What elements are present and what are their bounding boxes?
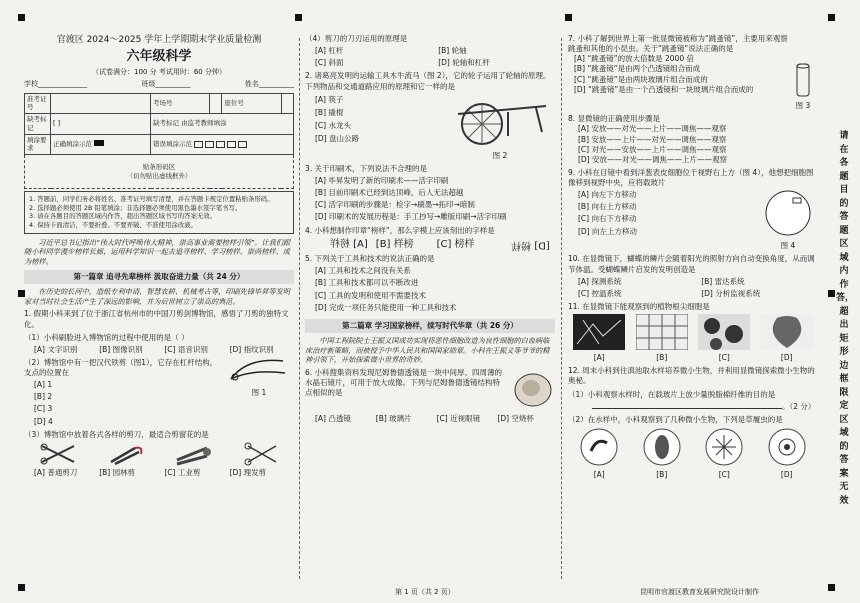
option[interactable]: [C] 工具的发明和使用不需要技术 <box>315 290 426 300</box>
question-1-1: （1）小科刷脸进入博物馆的过程中使用的是（ ） <box>24 332 189 342</box>
option[interactable]: [A] 1 <box>34 380 53 390</box>
option[interactable]: [D] 安放——对光——调焦——上片——观察 <box>578 154 728 164</box>
figure-2: 图 2 <box>445 92 555 161</box>
option[interactable]: [D] 印刷术的发展历程是：手工抄写→雕版印刷→活字印刷 <box>315 212 507 222</box>
question-4: 4. 小科想制作印章“榜样”，那么字模上应该刻出的字样是 <box>305 225 495 235</box>
option[interactable]: [A] 筷子 <box>315 94 344 104</box>
registration-mark <box>565 14 572 21</box>
question-1: 1. 假期小科来到了位于浙江省杭州市的中国刀剪剑博物馆，感悟了刀剪的独特文化。 <box>24 309 289 329</box>
option[interactable]: [C] 水龙头 <box>315 120 351 130</box>
figure-3: 图 3 <box>788 34 818 111</box>
option[interactable]: [C] 向右下方移动 <box>578 214 637 224</box>
option[interactable]: [A] 毕昇发明了新的印刷术——活字印刷 <box>315 176 449 185</box>
option[interactable]: [C] 斜面 <box>315 58 344 68</box>
option[interactable]: [A] 文字识别 <box>34 344 78 354</box>
option[interactable]: [A] 探测系统 <box>578 276 622 286</box>
answer-line[interactable] <box>592 400 782 409</box>
exam-no-label: 准考证号 <box>25 93 51 114</box>
question-1-2: （2）博物馆中有一把汉代铁剪（图1），它存在杠杆结构，支点的位置在 <box>24 357 218 378</box>
cell-image-a-icon <box>573 314 625 350</box>
option[interactable]: [D] 盘山公路 <box>315 134 360 143</box>
registration-mark <box>828 584 835 591</box>
microbe-b-icon <box>642 427 682 467</box>
microbe-a-icon <box>579 427 619 467</box>
seat-field[interactable] <box>281 93 293 114</box>
option[interactable]: [C] 控温系统 <box>578 288 622 298</box>
school-label: 学校 <box>24 80 38 89</box>
option[interactable]: [D] 空烧杯 <box>497 414 534 424</box>
crystal-lens-icon <box>511 368 555 412</box>
option[interactable]: [B] 2 <box>34 392 53 402</box>
option[interactable]: [A] 普通剪刀 <box>34 467 78 477</box>
question-1-4: （4）剪刀的刀刃运用的原理是 <box>305 34 408 43</box>
exam-no-field[interactable] <box>51 93 151 114</box>
option[interactable]: [A] 杠杆 <box>315 46 344 56</box>
option[interactable]: [B] 样榜 <box>375 238 414 250</box>
option[interactable]: [C] 活字印刷的步骤是：检字→刷墨→拓印→暗制 <box>315 200 475 210</box>
part2-intro: 中国工程院院士王振义国成功实现将恶性细胞改造为良性细胞的白血病临床治疗新策略，而被授予中华人民共和国国家勋章。小科在王振义等爷爷的精神引领下，开始探索微小世界的奇妙。 <box>305 335 550 365</box>
intro-paragraph: 习近平总书记指出“伟大时代呼唤伟大精神，崇高事业需要榜样引领”。让我们跟随小科同学漫步榜样长廊，运用科学知识一起去追寻榜样、学习榜样、崇尚榜样、成为榜样。 <box>24 237 291 267</box>
question-2: 2. 诸葛亮发明的运输工具木牛流马（图 2），它的轮子运用了轮轴的原理。下列物品和交通道路应用的原理和它一样的是 <box>305 71 551 91</box>
industrial-shears-icon <box>173 442 213 466</box>
microbe-d-icon <box>767 427 807 467</box>
column-left <box>24 34 294 581</box>
option[interactable]: [B] 安放——上片——对光——调焦——观察 <box>578 134 727 144</box>
option[interactable]: [B] 园林剪 <box>99 467 136 477</box>
option[interactable]: [A] “跳蚤镜”的放大倍数是 2000 倍 <box>574 54 694 64</box>
exam-room-label: 考场号 <box>151 93 210 114</box>
name-label: 姓名 <box>245 80 259 89</box>
option[interactable]: [C] 榜样 <box>436 238 475 250</box>
garden-shears-icon <box>105 442 145 466</box>
option[interactable]: [B] 雷达系统 <box>701 276 745 286</box>
cell-image-b-icon <box>636 314 688 350</box>
notice-item: 2. 选择题必须使用 2B 铅笔填涂；非选择题必须使用黑色墨水签字笔书写。 <box>29 203 242 212</box>
option[interactable]: [D] 完成一项任务只能使用一种工具和技术 <box>315 302 457 312</box>
exam-meta: （试卷满分：100 分 考试用时：60 分钟） <box>92 67 226 76</box>
part2-title: 第二篇章 学习国家榜样，续写时代华章（共 26 分） <box>305 319 555 333</box>
option[interactable]: [A] 向左下方移动 <box>578 190 637 200</box>
cell-image-c-icon <box>698 314 750 350</box>
option[interactable]: [C] 语音识别 <box>164 344 208 354</box>
option[interactable]: [D] 理发剪 <box>229 467 267 477</box>
iron-scissors-icon <box>227 355 291 385</box>
registration-mark <box>295 14 302 21</box>
option[interactable]: [C] 对光——安放——上片——调焦——观察 <box>578 144 727 154</box>
absent-label: 缺考标记 <box>25 114 51 135</box>
option[interactable]: [C] 3 <box>34 404 53 414</box>
figure-4: 图 4 <box>758 188 818 251</box>
registration-mark <box>828 14 835 21</box>
question-6: 6. 小科搜集资料发现尼姆鲁德透镜是一块中间厚、四周薄的水晶石镜片，可用于放大成像。下列与尼姆鲁德透镜结构特点相似的是 <box>305 368 503 398</box>
option[interactable]: [B] 工具和技术都可以不断改进 <box>315 278 419 288</box>
info-table <box>24 93 294 190</box>
page-number: 第 1 页（共 2 页） <box>395 587 455 596</box>
class-label: 班级 <box>141 80 156 89</box>
question-3: 3. 关于印刷术，下列说法不合理的是 <box>305 163 428 173</box>
seat-label: 座位号 <box>222 93 281 114</box>
question-12: 12. 周末小科到住滇池取水样培养微小生物，并利用显微镜探索微小生物的奥秘。 <box>568 366 815 386</box>
option[interactable]: [D] “跳蚤镜”是由一个凸透镜和一块玻璃片组合而成的 <box>574 84 754 94</box>
option[interactable]: [A] 安放——对光——上片——调焦——观察 <box>578 124 727 134</box>
question-5: 5. 下列关于工具和技术的说法正确的是 <box>305 254 435 264</box>
fill-label: 填涂要求 <box>25 134 51 155</box>
notice-box <box>24 191 294 234</box>
hair-scissors-icon <box>240 442 280 466</box>
sidebar-notice: 请在各题目的答题区域内作答，超出矩形边框限定区域的答案无效 <box>836 131 855 506</box>
absent-box[interactable]: [ ] <box>51 114 151 135</box>
subject-title: 六年级科学 <box>126 49 192 65</box>
question-12-2: （2）在水样中，小科观察到了几种微小生物，下列是草履虫的是 <box>568 414 783 424</box>
flea-glass-icon <box>794 62 812 98</box>
option[interactable]: [B] 向右上方移动 <box>578 202 637 212</box>
question-9: 9. 小科在目镜中看到洋葱表皮细胞位于视野右上方（图 4），他想把细胞图像移到视野中央，应将载玻片 <box>568 167 814 187</box>
option[interactable]: [A] 凸透镜 <box>315 414 351 424</box>
absent-note: 缺考标记 由监考教师填涂 <box>151 114 294 135</box>
scissors-icon <box>38 442 78 466</box>
option[interactable]: [B] 轮轴 <box>438 46 467 56</box>
part1-intro: 在历史的长河中，造纸专利申请、智慧农耕、机械考古等，印刷先锋毕昇等发明家对当时社会生活产生了深远的影响，并为后世树立了崇高的典范。 <box>24 287 290 306</box>
part1-title: 第一篇章 追寻先辈榜样 汲取奋进力量（共 24 分） <box>24 270 294 284</box>
option[interactable]: [C] 工业剪 <box>164 467 201 477</box>
registration-mark <box>18 14 25 21</box>
registration-mark <box>18 584 25 591</box>
option[interactable]: [C] “跳蚤镜”是由两块玻璃片组合而成的 <box>574 74 708 84</box>
footer-credit: 昆明市官渡区教育发展研究院设计制作 <box>640 587 759 596</box>
option[interactable]: [B] 撬棍 <box>315 107 344 117</box>
question-10: 10. 在显微镜下，蝴蝶的鳞片会随着阳光的照射方向自动变换角度，从而调节体温。受蝴蝶鳞片启发的发明创造是 <box>568 254 815 274</box>
option[interactable]: [C] 近视眼镜 <box>436 414 481 424</box>
option[interactable]: [D] 轮轴和杠杆 <box>438 58 490 68</box>
question-1-3: （3）博物馆中放着各式各样的剪刀，最适合剪窗花的是 <box>24 429 209 439</box>
option[interactable]: [B] 图像识别 <box>99 344 143 354</box>
registration-mark <box>828 290 835 297</box>
notice-item: 3. 请在各题目的答题区域内作答，超出答题区域书写的答案无效。 <box>29 212 217 221</box>
figure-1: 图 1 <box>224 355 294 427</box>
option[interactable]: [D] 榜样 <box>511 239 551 251</box>
option[interactable]: [D] 4 <box>34 416 53 426</box>
question-7: 7. 小科了解到世界上第一批显微镜被称为“跳蚤镜”，主要用来观察跳蚤和其他的小昆虫。关于“跳蚤镜”说法正确的是 <box>568 34 788 54</box>
column-middle <box>305 34 555 581</box>
microscope-field-icon <box>763 188 813 238</box>
option[interactable]: [B] 玻璃片 <box>375 414 412 424</box>
exam-title: 官渡区 2024～2025 学年上学期期末学业质量检测 <box>56 35 262 45</box>
exam-room-field[interactable] <box>210 93 222 114</box>
wrong-fill-label: 错误填涂示范 <box>151 134 294 155</box>
option[interactable]: [A] 工具和技术之间没有关系 <box>315 266 411 276</box>
student-info-row: 学校______________ 班级__________ 姓名__________ <box>24 80 294 89</box>
wooden-cart-icon <box>448 92 552 148</box>
option[interactable]: [B] “跳蚤镜”是由两个凸透镜组合而成 <box>574 64 701 74</box>
notice-item: 4. 保持卡面清洁，不要折叠、不要弄破、不准使用涂改液。 <box>29 221 197 230</box>
question-11: 11. 在显微镜下能观察到的植物根尖细胞是 <box>568 301 710 311</box>
option[interactable]: [A] 榜样 <box>329 238 368 250</box>
option[interactable]: [B] 目前印刷术已经到达顶峰，后人无法超越 <box>315 188 464 198</box>
barcode-area[interactable]: 贴条形码区 （切勿贴出虚线框外） <box>25 155 294 189</box>
question-8: 8. 显微镜的正确使用步骤是 <box>568 114 661 124</box>
score-note: 。（2 分） <box>782 401 816 411</box>
notice-item: 1. 答题前，同学们务必将姓名、准考证号填写清楚，并在答题卡规定位置粘贴条形码。 <box>29 195 274 204</box>
correct-fill-label: 正确填涂示范 <box>51 134 151 155</box>
option[interactable]: [D] 指纹识别 <box>229 344 274 354</box>
option[interactable]: [D] 向左上方移动 <box>578 226 638 236</box>
question-12-1: （1）小科观察水样时，在载玻片上放少量脱脂棉纤维的目的是 <box>568 389 776 399</box>
cell-image-d-icon <box>761 314 813 350</box>
option[interactable]: [D] 分析监视系统 <box>701 288 761 298</box>
microbe-c-icon <box>704 427 744 467</box>
column-right: 7. 小科了解到世界上第一批显微镜被称为“跳蚤镜”，主要用来观察跳蚤和其他的小昆虫。关于“跳蚤镜”说法正确的是 [A] “跳蚤镜”的放大倍数是 2000 倍 [B] “跳蚤镜”是由两个凸透镜组合而成 [C] “跳蚤镜”是由两块玻璃片组合而成的 [D] “跳蚤镜”是由一个凸透镜和一块玻璃片组合而成的 图 3 8. 显微镜的正确使用步骤是 [A] 安放——对光——上片——调焦——观察 [B] 安放——上片——对光——调焦——观察 [C] 对光——安放——上片——调焦——观察 [D] 安放——对光——调焦——上片——观察 9. 小科在目镜中看到洋葱表皮细胞位于视野右上方（图 4），他想把细胞图像移到视野中央，应将载玻片 [A] 向左下方移动 [B] 向右上方移动 [C] 向右下方移动 [D] 向左上方移动 图 4 10. 在显微镜下，蝴蝶的鳞片会随着阳光的照射方向自动变换角度，从而调节体温。受蝴蝶鳞片启发的发明创造是 [A] 探测系统 [B] 雷达系统 [C] 控温系统 [D] 分析监视系统 11. 在显微镜下能观察到的植物根尖细胞是 [A] [B] [C] [D] 12. 周末小科到住滇池取水样培养微小生物，并利用显微镜探索微小生物的奥秘。 （1）小科观察水样时，在载玻片上放少量脱脂棉纤维的目的是 。（2 分） （2）在水样中，小科观察到了几种微小生物，下列是草履虫的是 [A] [B] [C] [D] <box>568 34 818 581</box>
